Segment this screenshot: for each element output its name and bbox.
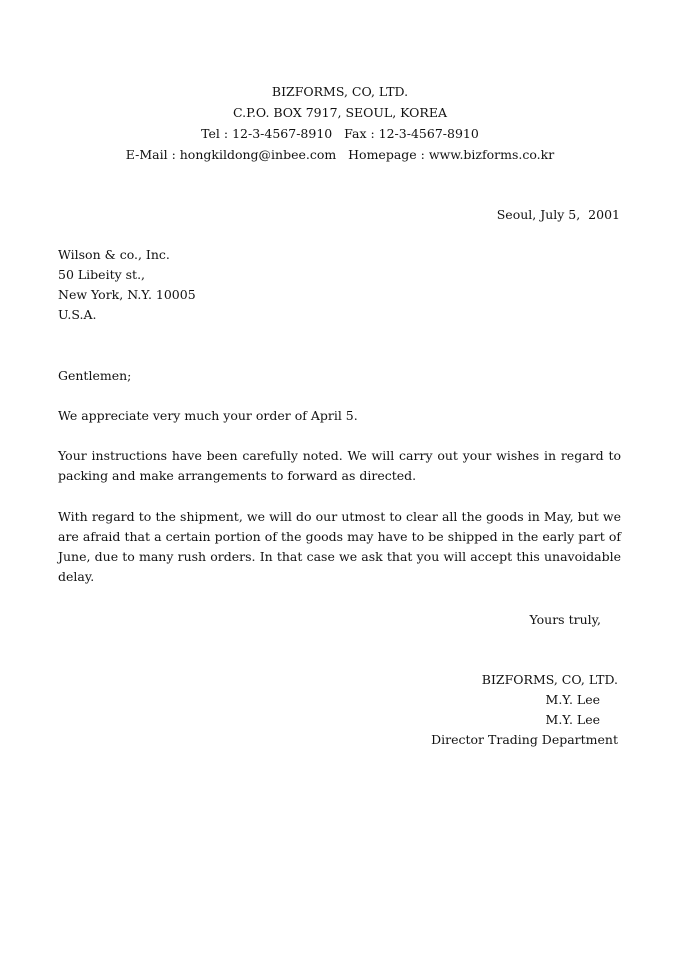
signature-name: M.Y. Lee [545, 692, 600, 707]
salutation: Gentlemen; [58, 368, 132, 383]
paragraph-3: With regard to the shipment, we will do our utmost to clear all the goods in May, but we are afraid that a certain portion of the goods may have to be shipped in the early part of June, due to many rush orders. In that case we ask that you will accept this unavoidable delay. [58, 509, 621, 584]
letterhead-address: C.P.O. BOX 7917, SEOUL, KOREA [232, 105, 447, 120]
letterhead-email-homepage: E-Mail : hongkildong@inbee.com Homepage : www.bizforms.co.kr [125, 147, 555, 162]
letterhead-phone-fax: Tel : 12-3-4567-8910 Fax : 12-3-4567-8910 [201, 126, 479, 141]
paragraph-2: Your instructions have been carefully noted. We will carry out your wishes in regard to packing and make arrangements to forward as directed. [58, 448, 621, 483]
recipient-city: New York, N.Y. 10005 [58, 287, 196, 302]
closing: Yours truly, [529, 612, 601, 627]
recipient-name: Wilson & co., Inc. [58, 247, 170, 262]
signature-company: BIZFORMS, CO, LTD. [481, 672, 618, 687]
signature-title: Director Trading Department [431, 732, 618, 747]
letterhead [0, 81, 680, 165]
recipient-address [58, 245, 196, 325]
letterhead-company: BIZFORMS, CO, LTD. [271, 84, 409, 99]
signature-name-repeat: M.Y. Lee [545, 712, 600, 727]
recipient-country: U.S.A. [58, 307, 97, 322]
signature-block [431, 670, 618, 750]
letter-date: Seoul, July 5, 2001 [496, 207, 620, 222]
recipient-street: 50 Libeity st., [58, 267, 146, 282]
paragraph-1: We appreciate very much your order of April 5. [58, 408, 358, 423]
